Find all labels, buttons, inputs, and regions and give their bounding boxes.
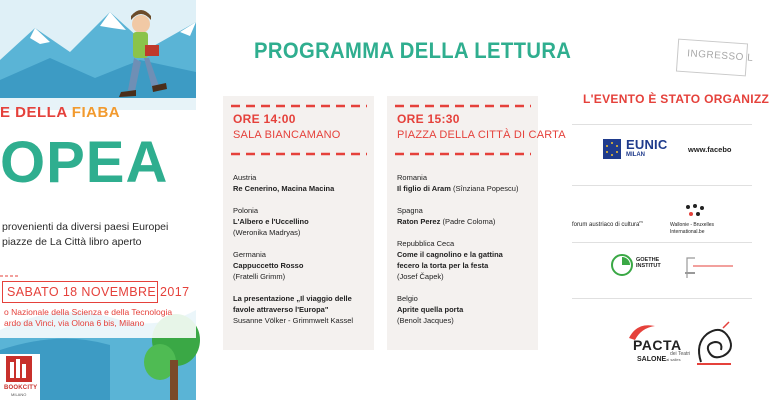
- session-place: SALA BIANCAMANO: [233, 129, 341, 141]
- session-entries: [233, 172, 373, 337]
- eu-stars-icon: [603, 139, 621, 159]
- dash-divider-bottom: [395, 152, 531, 156]
- poster-subtitle-line2: piazze de La Città libro aperto: [2, 236, 142, 248]
- divider: [572, 242, 752, 243]
- event-poster: [0, 0, 196, 400]
- session-card-1: [223, 96, 374, 350]
- entry-title-cont: favole attraverso l'Europa": [233, 305, 329, 314]
- eunic-logo-sub: MILAN: [626, 152, 645, 158]
- program-title: PROGRAMMA DELLA LETTURA: [254, 38, 572, 63]
- eunic-logo-icon: [603, 139, 621, 159]
- entry-title: L'Albero e l'Uccellino: [233, 217, 309, 226]
- poster-illustration: [0, 0, 196, 400]
- program-entry: [397, 238, 537, 282]
- eunic-logo-text: EUNIC: [626, 137, 668, 152]
- poster-subtitle-line1: provenienti da diversi paesi Europei: [2, 221, 169, 233]
- entry-author: (Padre Coloma): [440, 217, 496, 226]
- session-card-2: [387, 96, 566, 350]
- entry-country: Polonia: [233, 206, 259, 215]
- entry-author: (Sînziana Popescu): [450, 184, 519, 193]
- entry-country: Austria: [233, 173, 257, 182]
- session-entries: [397, 172, 537, 337]
- entry-title: La presentazione „Il viaggio delle: [233, 294, 352, 303]
- forum-austriaco-logo: [572, 219, 643, 228]
- program-entry: [397, 205, 537, 227]
- snail-logo-icon: [693, 318, 735, 368]
- bookcity-sub: MILANO: [11, 392, 27, 397]
- entry-author: Susanne Völker - Grimmwelt Kassel: [233, 316, 354, 325]
- divider: [572, 124, 752, 125]
- wallonie-bruxelles-logo: [670, 222, 714, 236]
- bookcity-label: BOOKCITY: [4, 385, 38, 391]
- wallonie-line1: Wallonie - Bruxelles: [670, 222, 714, 228]
- program-entry: [233, 205, 373, 238]
- poster-title-line1: [0, 104, 120, 121]
- program-entry: [233, 293, 373, 326]
- goethe-institut-icon: [610, 253, 634, 277]
- dash-divider-top: [395, 104, 531, 108]
- poster-venue-line2: ardo da Vinci, via Olona 6 bis, Milano: [4, 318, 145, 328]
- salone-text: SALONE: [637, 356, 667, 363]
- entry-author: (Benoît Jacques): [397, 316, 454, 325]
- entry-country: Germania: [233, 250, 266, 259]
- session-place: PIAZZA DELLA CITTÀ DI CARTA: [397, 129, 566, 141]
- program-entry: [233, 172, 373, 194]
- poster-date: SABATO 18 NOVEMBRE 2017: [2, 281, 158, 303]
- divider: [572, 185, 752, 186]
- pacta-sub: dei Teatri: [670, 351, 691, 357]
- goethe-line1: GOETHE: [636, 257, 660, 263]
- poster-venue: [4, 307, 172, 329]
- partner-logo-icon: [683, 252, 735, 282]
- poster-title-prefix: E DELLA: [0, 104, 68, 121]
- forum-austriaco-sup: m: [639, 219, 643, 224]
- entry-title: Come il cagnolino e la gattina: [397, 250, 503, 259]
- program-entry: [233, 249, 373, 282]
- dash-divider-bottom: [231, 152, 367, 156]
- entry-title: Re Cenerino, Macina Macina: [233, 184, 335, 193]
- divider: [572, 298, 752, 299]
- poster-title-big: OPEA: [0, 130, 169, 195]
- entry-author: (Josef Čapek): [397, 272, 444, 281]
- entry-title: Raton Perez: [397, 217, 441, 226]
- program-entry: [397, 293, 537, 326]
- salone-logo: [637, 356, 681, 363]
- dash-divider-top: [231, 104, 367, 108]
- entry-title-line: [397, 216, 537, 227]
- session-time: ORE 15:30: [397, 112, 460, 126]
- entry-author: (Fratelli Grimm): [233, 272, 286, 281]
- poster-title-word: FIABA: [71, 104, 121, 121]
- entry-title: Aprite quella porta: [397, 305, 464, 314]
- entry-title: Il figlio di Aram: [397, 184, 451, 193]
- session-time: ORE 14:00: [233, 112, 296, 126]
- entry-title: Cappuccetto Rosso: [233, 261, 304, 270]
- entry-title-cont: fecero la torta per la festa: [397, 261, 489, 270]
- forum-austriaco-text: forum austriaco di cultura: [572, 222, 640, 228]
- entry-country: Belgio: [397, 294, 418, 303]
- goethe-line2: INSTITUT: [636, 263, 661, 269]
- poster-subtitle: [2, 220, 168, 250]
- goethe-institut-logo: [636, 257, 661, 269]
- entry-country: Repubblica Ceca: [397, 239, 455, 248]
- facebook-link[interactable]: www.facebo: [688, 145, 732, 154]
- entry-country: Romania: [397, 173, 428, 182]
- pacta-logo: PACTA: [633, 337, 682, 353]
- entry-author: (Weronika Madryas): [233, 228, 301, 237]
- entry-country: Spagna: [397, 206, 423, 215]
- entry-title-line: [397, 183, 537, 194]
- organizers-heading: L'EVENTO È STATO ORGANIZZ: [583, 92, 769, 106]
- program-entry: [397, 172, 537, 194]
- wallonie-bruxelles-icon: [684, 203, 706, 221]
- ingresso-stamp: INGRESSO L: [676, 39, 748, 77]
- wallonie-line2: International.be: [670, 229, 705, 235]
- salone-sub: ai salles: [666, 357, 681, 362]
- poster-venue-line1: o Nazionale della Scienza e della Tecnologia: [4, 307, 173, 317]
